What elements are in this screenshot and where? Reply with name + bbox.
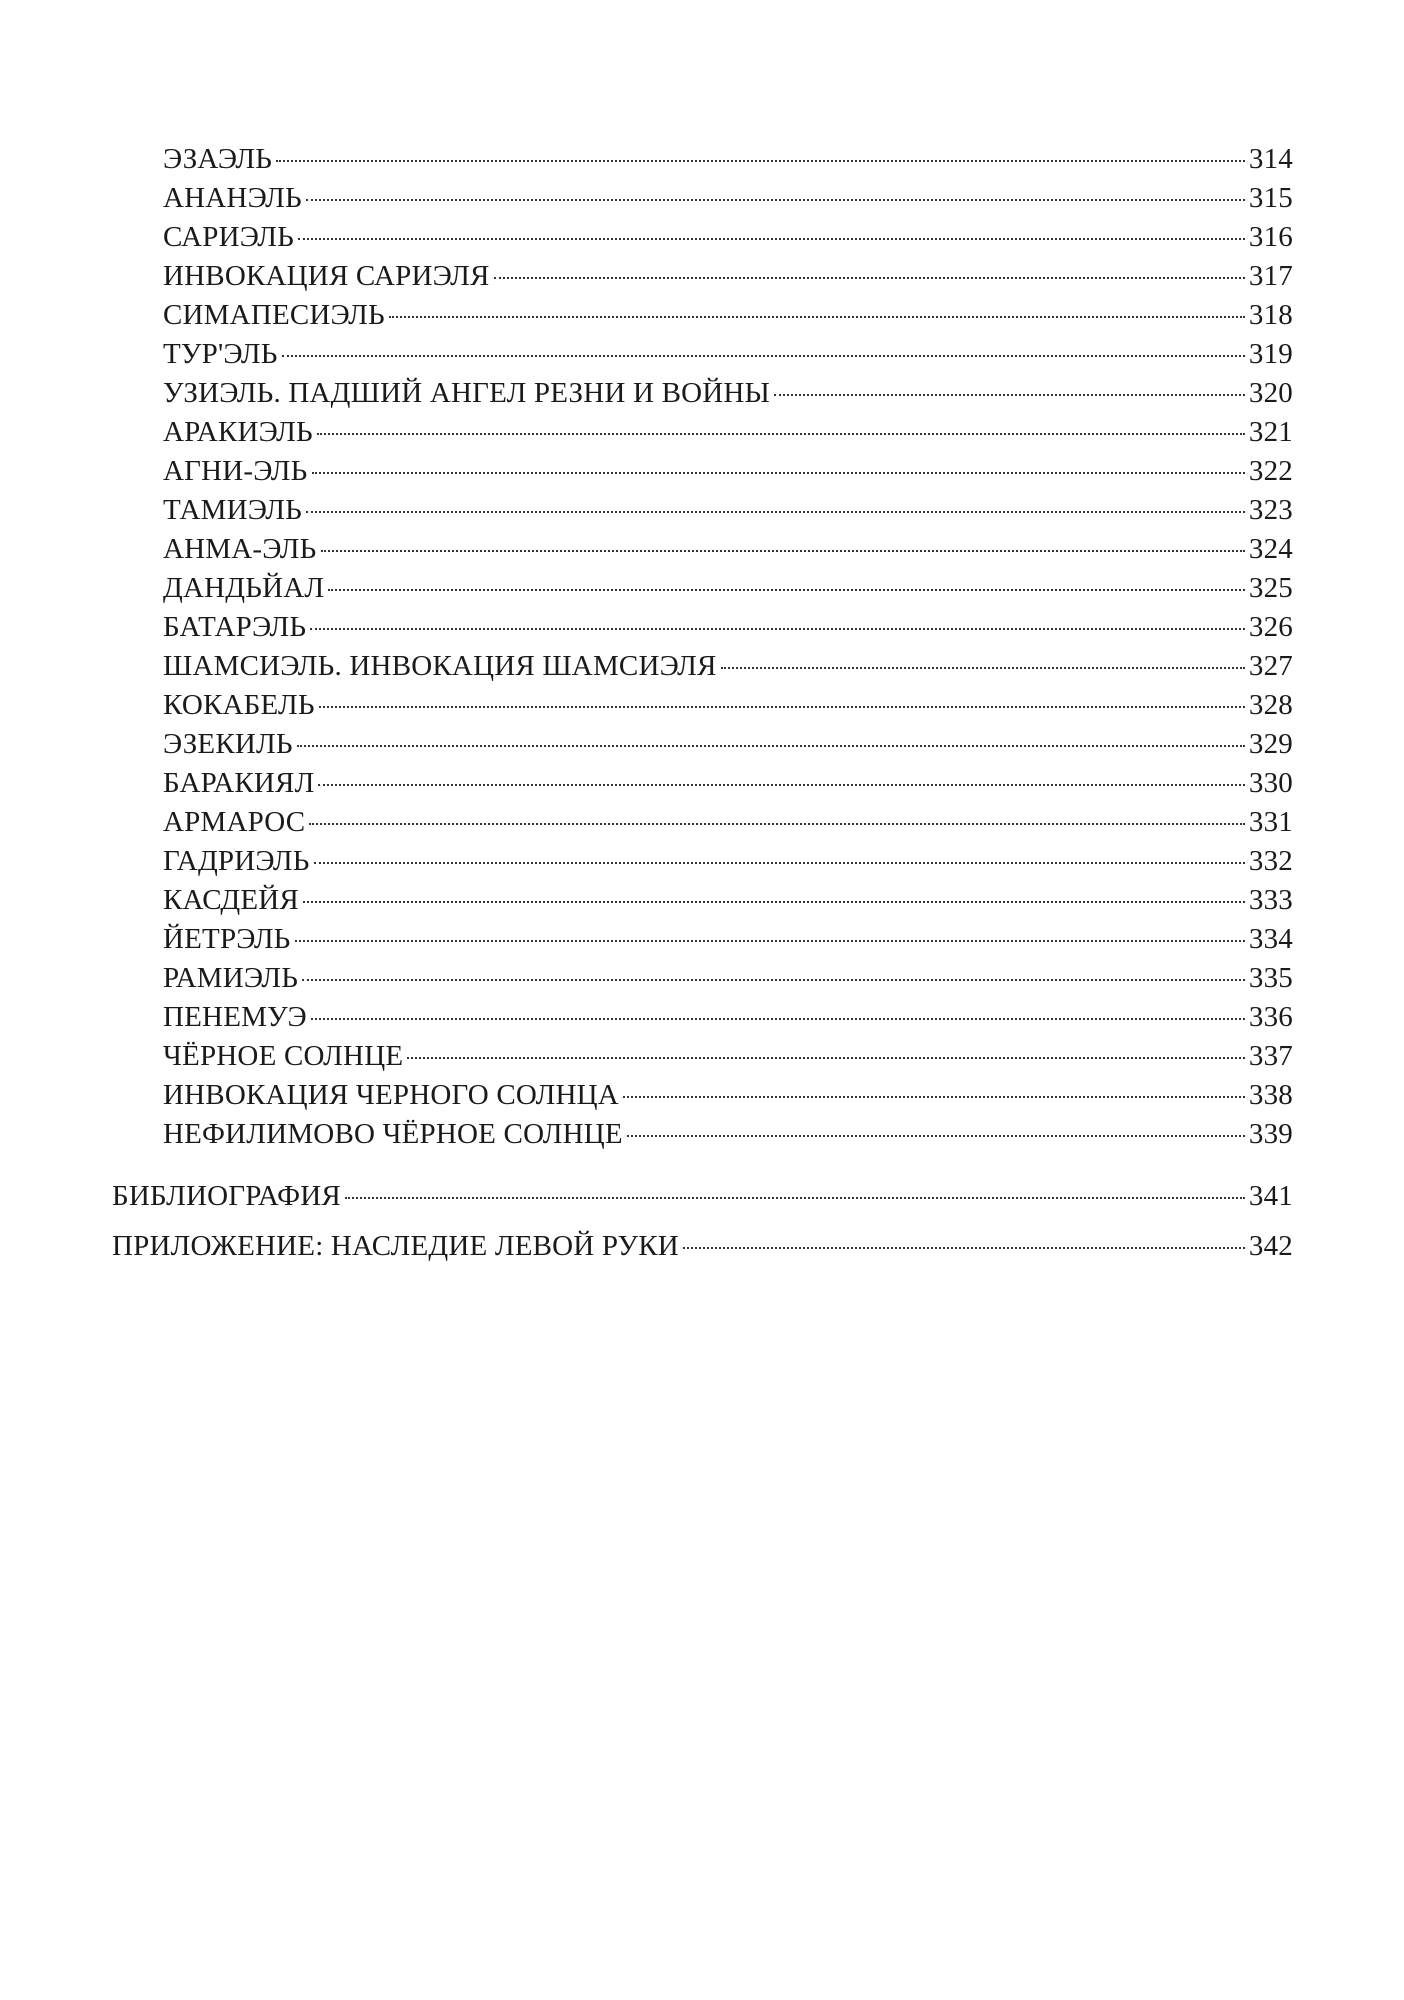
page-number: 330 [1248, 767, 1293, 799]
page-number: 333 [1248, 884, 1293, 916]
dot-leader [310, 628, 1245, 630]
entry-title: РАМИЭЛЬ [163, 962, 299, 994]
entry-title: ШАМСИЭЛЬ. ИНВОКАЦИЯ ШАМСИЭЛЯ [163, 650, 717, 682]
toc-entry [163, 686, 1293, 725]
toc-entry [112, 1171, 1293, 1221]
entry-title: ИНВОКАЦИЯ САРИЭЛЯ [163, 260, 490, 292]
dot-leader [317, 433, 1245, 435]
toc-entry [163, 569, 1293, 608]
page-number: 332 [1248, 845, 1293, 877]
dot-leader [328, 589, 1245, 591]
page-number: 338 [1248, 1079, 1293, 1111]
entry-title: ЭЗЕКИЛЬ [163, 728, 293, 760]
entry-title: АРМАРОС [163, 806, 306, 838]
entry-title: БИБЛИОГРАФИЯ [112, 1180, 341, 1212]
page-number: 339 [1248, 1118, 1293, 1150]
entry-title: ПЕНЕМУЭ [163, 1001, 307, 1033]
dot-leader [494, 277, 1245, 279]
page-number: 323 [1248, 494, 1293, 526]
dot-leader [311, 1018, 1245, 1020]
dot-leader [314, 862, 1245, 864]
toc-entry [163, 530, 1293, 569]
entry-title: БАТАРЭЛЬ [163, 611, 307, 643]
dot-leader [309, 823, 1245, 825]
toc-entry [163, 959, 1293, 998]
toc-entry [163, 257, 1293, 296]
toc-entry [163, 1115, 1293, 1154]
toc-entry [163, 725, 1293, 764]
page-number: 326 [1248, 611, 1293, 643]
entry-title: ЭЗАЭЛЬ [163, 143, 273, 175]
toc-entry [163, 998, 1293, 1037]
entry-title: АГНИ-ЭЛЬ [163, 455, 308, 487]
toc-entry [163, 296, 1293, 335]
page-number: 318 [1248, 299, 1293, 331]
dot-leader [319, 706, 1245, 708]
dot-leader [297, 745, 1245, 747]
page-number: 334 [1248, 923, 1293, 955]
toc-entry [163, 140, 1293, 179]
dot-leader [407, 1057, 1245, 1059]
dot-leader [306, 511, 1245, 513]
toc-entry [163, 881, 1293, 920]
entry-title: НЕФИЛИМОВО ЧЁРНОЕ СОЛНЦЕ [163, 1118, 623, 1150]
page-number: 319 [1248, 338, 1293, 370]
page-number: 321 [1248, 416, 1293, 448]
toc-entry [163, 803, 1293, 842]
dot-leader [774, 394, 1245, 396]
entry-title: ИНВОКАЦИЯ ЧЕРНОГО СОЛНЦА [163, 1079, 619, 1111]
page-number: 317 [1248, 260, 1293, 292]
dot-leader [318, 784, 1244, 786]
dot-leader [303, 901, 1245, 903]
entry-title: СИМАПЕСИЭЛЬ [163, 299, 385, 331]
dot-leader [683, 1247, 1245, 1249]
entry-title: КАСДЕЙЯ [163, 884, 299, 916]
entry-title: АНАНЭЛЬ [163, 182, 302, 214]
page-number: 320 [1248, 377, 1293, 409]
toc-entry [163, 413, 1293, 452]
dot-leader [389, 316, 1245, 318]
page-number: 314 [1248, 143, 1293, 175]
page-number: 331 [1248, 806, 1293, 838]
entry-title: ТУР'ЭЛЬ [163, 338, 278, 370]
entry-title: ПРИЛОЖЕНИЕ: НАСЛЕДИЕ ЛЕВОЙ РУКИ [112, 1230, 679, 1262]
dot-leader [302, 979, 1245, 981]
entry-title: КОКАБЕЛЬ [163, 689, 315, 721]
toc-entry [112, 1221, 1293, 1271]
page-number: 342 [1248, 1230, 1293, 1262]
page-number: 315 [1248, 182, 1293, 214]
entry-title: АНМА-ЭЛЬ [163, 533, 317, 565]
toc-main-list [112, 1171, 1293, 1271]
entry-title: ЙЕТРЭЛЬ [163, 923, 291, 955]
page-number: 327 [1248, 650, 1293, 682]
page-number: 329 [1248, 728, 1293, 760]
toc-entry [163, 842, 1293, 881]
dot-leader [321, 550, 1245, 552]
dot-leader [295, 940, 1245, 942]
dot-leader [345, 1197, 1245, 1199]
toc-entry [163, 1076, 1293, 1115]
page-number: 335 [1248, 962, 1293, 994]
dot-leader [298, 238, 1245, 240]
toc-entry [163, 920, 1293, 959]
toc-entry [163, 608, 1293, 647]
toc-entry [163, 647, 1293, 686]
page-number: 328 [1248, 689, 1293, 721]
dot-leader [306, 199, 1245, 201]
dot-leader [276, 160, 1245, 162]
toc-entry [163, 374, 1293, 413]
toc-entry [163, 335, 1293, 374]
entry-title: ЧЁРНОЕ СОЛНЦЕ [163, 1040, 404, 1072]
dot-leader [282, 355, 1245, 357]
toc-entry [163, 218, 1293, 257]
toc-subsection-list [163, 140, 1293, 1154]
toc-entry [163, 1037, 1293, 1076]
entry-title: САРИЭЛЬ [163, 221, 294, 253]
toc-entry [163, 491, 1293, 530]
page-number: 316 [1248, 221, 1293, 253]
page-number: 324 [1248, 533, 1293, 565]
toc-entry [163, 452, 1293, 491]
entry-title: ТАМИЭЛЬ [163, 494, 302, 526]
dot-leader [627, 1135, 1245, 1137]
page-number: 322 [1248, 455, 1293, 487]
entry-title: БАРАКИЯЛ [163, 767, 315, 799]
dot-leader [623, 1096, 1245, 1098]
page-number: 325 [1248, 572, 1293, 604]
toc-entry [163, 764, 1293, 803]
entry-title: АРАКИЭЛЬ [163, 416, 313, 448]
entry-title: УЗИЭЛЬ. ПАДШИЙ АНГЕЛ РЕЗНИ И ВОЙНЫ [163, 377, 771, 409]
entry-title: ГАДРИЭЛЬ [163, 845, 310, 877]
page-number: 337 [1248, 1040, 1293, 1072]
dot-leader [721, 667, 1245, 669]
page-number: 336 [1248, 1001, 1293, 1033]
toc-entry [163, 179, 1293, 218]
dot-leader [312, 472, 1245, 474]
page-number: 341 [1248, 1180, 1293, 1212]
entry-title: ДАНДЬЙАЛ [163, 572, 325, 604]
